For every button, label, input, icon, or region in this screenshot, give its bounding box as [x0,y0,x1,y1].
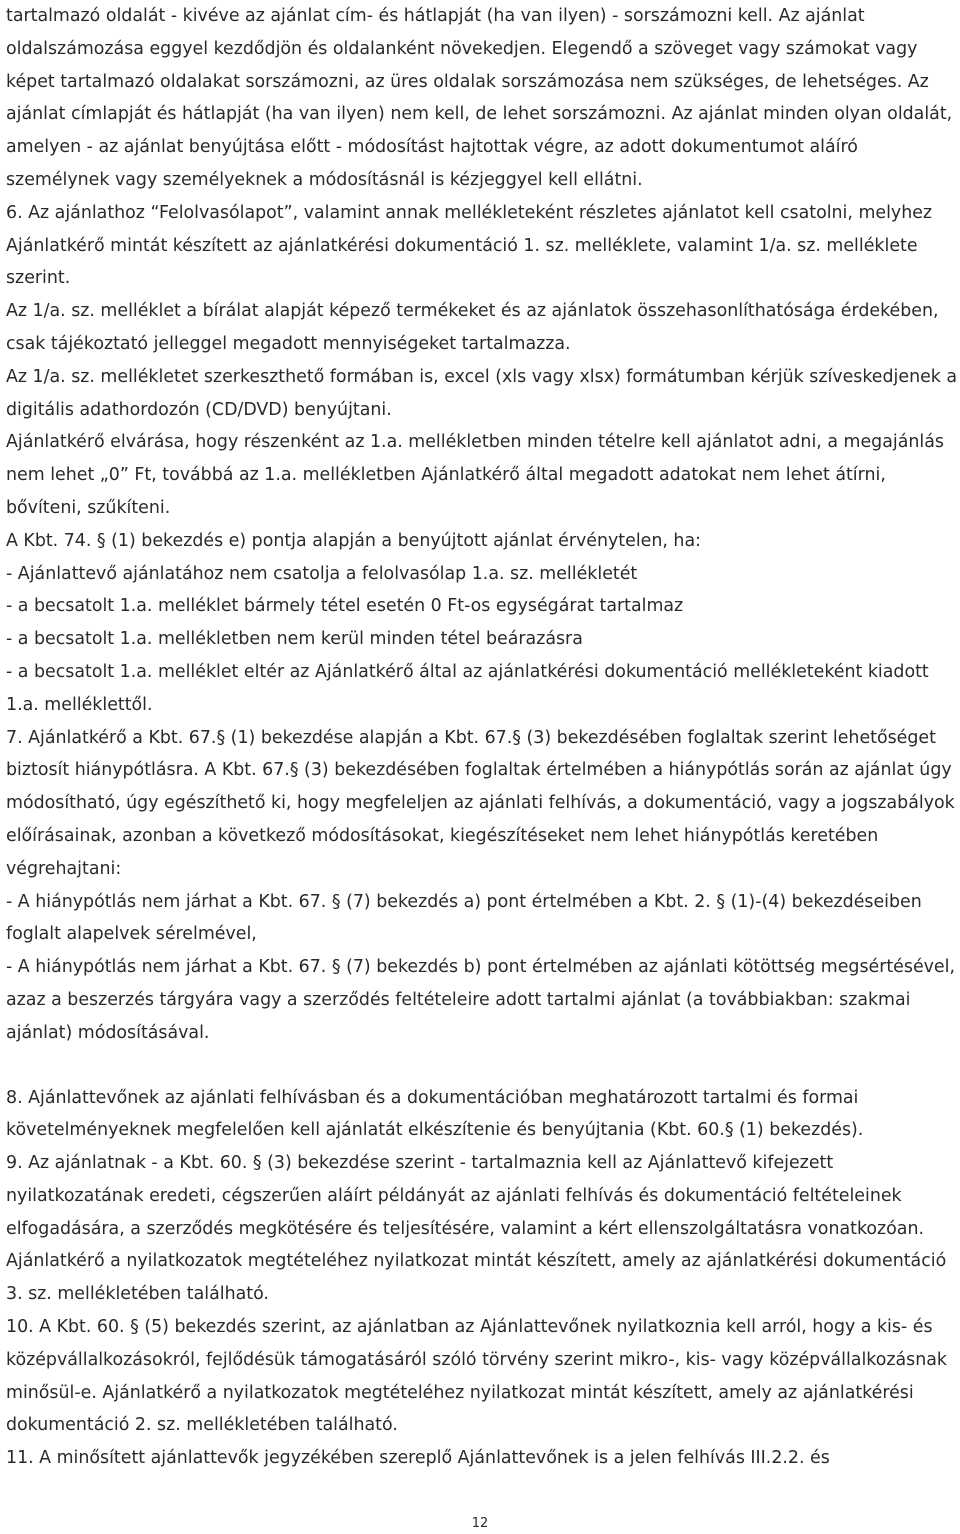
list-item-invalid-2: - a becsatolt 1.a. melléklet bármely tétel esetén 0 Ft-os egységárat tartalmaz [6,596,684,617]
document-body [6,0,958,1475]
list-item-invalid-4: - a becsatolt 1.a. melléklet eltér az Ajánlatkérő által az ajánlatkérési dokumentáció mellékleteként kiadott 1.a. melléklettől. [6,661,929,715]
paragraph-page-numbering: tartalmazó oldalát - kivéve az ajánlat cím- és hátlapját (ha van ilyen) - sorszámozni kell. Az ajánlat oldalszámozása eggyel kezdődjön és oldalanként növekedjen. Elegendő a szöveget vagy számokat vagy képet tartalmazó oldalakat sorszámozni, az üres oldalak sorszámozása nem szükséges, de lehetséges. Az ajánlat címlapját és hátlapját (ha van ilyen) nem kell, de lehet sorszámozni. Az ajánlat minden olyan oldalát, amelyen - az ajánlat benyújtása előtt - módosítást hajtottak végre, az adott dokumentumot aláíró személynek vagy személyeknek a módosításnál is kézjeggyel kell ellátni. [6,6,953,190]
paragraph-kbt-74: A Kbt. 74. § (1) bekezdés e) pontja alapján a benyújtott ajánlat érvénytelen, ha: [6,530,701,551]
list-item-hianypotlas-2: - A hiánypótlás nem járhat a Kbt. 67. § (7) bekezdés b) pont értelmében az ajánlati kötöttség megsértésével, azaz a beszerzés tárgyára vagy a szerződés feltételeire adott tartalmi ajánlat (a továbbiakban: szakmai ajánlat) módosításával. [6,957,955,1043]
paragraph-11-qualified: 11. A minősített ajánlattevők jegyzékében szereplő Ajánlattevőnek is a jelen felhívás III.2.2. és [6,1448,830,1469]
paragraph-6-felolvasolap: 6. Az ajánlathoz “Felolvasólapot”, valamint annak mellékleteként részletes ajánlatot kell csatolni, melyhez Ajánlatkérő mintát készített az ajánlatkérési dokumentáció 1. sz. melléklete, valamint 1/a. sz. melléklete szerint. [6,202,933,289]
paragraph-annex-1a-editable: Az 1/a. sz. mellékletet szerkeszthető formában is, excel (xls vagy xlsx) formátumban kérjük szíveskedjenek a digitális adathordozón (CD/DVD) benyújtani. [6,366,958,420]
paragraph-7-hianypotlas: 7. Ajánlatkérő a Kbt. 67.§ (1) bekezdése alapján a Kbt. 67.§ (3) bekezdésében foglaltak szerint lehetőséget biztosít hiánypótlásra. A Kbt. 67.§ (3) bekezdésében foglaltak értelmében a hiánypótlás során az ajánlat úgy módosítható, úgy egészíthető ki, hogy megfeleljen az ajánlati felhívás, a dokumentáció, vagy a jogszabályok előírásainak, azonban a következő módosításokat, kiegészítéseket nem lehet hiánypótlás keretében végrehajtani: [6,727,955,879]
list-item-invalid-3: - a becsatolt 1.a. mellékletben nem kerül minden tétel beárazásra [6,629,583,650]
paragraph-10-sme-declaration: 10. A Kbt. 60. § (5) bekezdés szerint, az ajánlatban az Ajánlattevőnek nyilatkoznia kell arról, hogy a kis- és középvállalkozásokról, fejlődésük támogatásáról szóló törvény szerint mikro-, kis- vagy középvállalkozásnak minősül-e. Ajánlatkérő a nyilatkozatok megtételéhez nyilatkozat mintát készített, amely az ajánlatkérési dokumentáció 2. sz. mellékletében található. [6,1317,947,1436]
list-item-invalid-1: - Ajánlattevő ajánlatához nem csatolja a felolvasólap 1.a. sz. mellékletét [6,563,638,584]
paragraph-9-declaration: 9. Az ajánlatnak - a Kbt. 60. § (3) bekezdése szerint - tartalmaznia kell az Ajánlattevő kifejezett nyilatkozatának eredeti, cégszerűen aláírt példányát az ajánlati felhívás és dokumentáció feltételeinek elfogadására, a szerződés megkötésére és teljesítésére, valamint a kért ellenszolgáltatásra vonatkozóan. Ajánlatkérő a nyilatkozatok megtételéhez nyilatkozat mintát készített, amely az ajánlatkérési dokumentáció 3. sz. mellékletében található. [6,1153,947,1305]
paragraph-annex-1a-basis: Az 1/a. sz. melléklet a bírálat alapját képező termékeket és az ajánlatok összehasonlíthatósága érdekében, csak tájékoztató jelleggel megadott mennyiségeket tartalmazza. [6,301,939,354]
paragraph-requirement-per-part: Ajánlatkérő elvárása, hogy részenként az 1.a. mellékletben minden tételre kell ajánlatot adni, a megajánlás nem lehet „0” Ft, továbbá az 1.a. mellékletben Ajánlatkérő által megadott adatokat nem lehet átírni, bővíteni, szűkíteni. [6,432,944,518]
page-number: 12 [471,1516,489,1531]
list-item-hianypotlas-1: - A hiánypótlás nem járhat a Kbt. 67. § (7) bekezdés a) pont értelmében a Kbt. 2. § (1)-(4) bekezdéseiben foglalt alapelvek sérelmével, [6,891,922,945]
paragraph-8-requirements: 8. Ajánlattevőnek az ajánlati felhívásban és a dokumentációban meghatározott tartalmi és formai követelményeknek megfelelően kell ajánlatát elkészítenie és benyújtania (Kbt. 60.§ (1) bekezdés). [6,1087,864,1141]
